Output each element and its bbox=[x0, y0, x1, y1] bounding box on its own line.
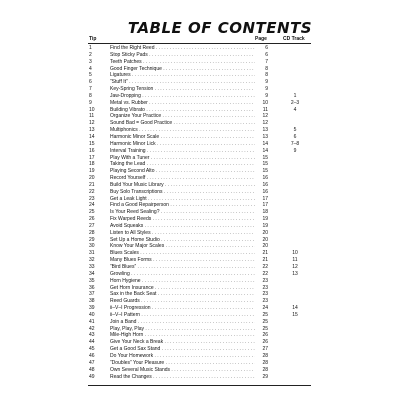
tip-title: Buy Solo Transcriptions . . . bbox=[110, 189, 267, 196]
tip-number: 32 bbox=[89, 257, 95, 264]
toc-row bbox=[0, 127, 400, 134]
toc-row bbox=[0, 326, 400, 333]
page-number: 12 bbox=[255, 113, 268, 120]
tip-title: Blues Scales . . . bbox=[110, 250, 267, 257]
page-number: 14 bbox=[255, 148, 268, 155]
tip-title: Key-Spring Tension . . . bbox=[110, 86, 267, 93]
page-number: 8 bbox=[255, 72, 268, 79]
tip-number: 21 bbox=[89, 181, 95, 188]
tip-number: 18 bbox=[89, 161, 95, 168]
tip-number: 11 bbox=[89, 113, 95, 120]
tip-number: 14 bbox=[89, 133, 95, 140]
cd-track: 2–3 bbox=[290, 99, 300, 106]
page-number: 10 bbox=[255, 100, 268, 107]
tip-number: 15 bbox=[89, 140, 95, 147]
toc-row bbox=[0, 339, 400, 346]
tip-number: 8 bbox=[89, 92, 92, 99]
toc-row bbox=[0, 52, 400, 59]
tip-title: Teeth Patches . . . bbox=[110, 59, 267, 66]
page-column-header: Page bbox=[255, 36, 267, 42]
cd-track: 1 bbox=[293, 92, 297, 99]
toc-row bbox=[0, 305, 400, 312]
tip-title: Join a Band . . . bbox=[110, 319, 267, 326]
tip-title: Reed Guards . . . bbox=[110, 298, 267, 305]
page-number: 23 bbox=[255, 298, 268, 305]
tip-title: Avoid Squeaks . . . bbox=[110, 223, 267, 230]
tip-title: Jaw-Dropping . . . bbox=[110, 93, 267, 100]
tip-title: Metal vs. Rubber . . . bbox=[110, 100, 267, 107]
tip-number: 42 bbox=[89, 325, 95, 332]
page-number: 25 bbox=[255, 319, 268, 326]
tip-title: Multiphonics . . . bbox=[110, 127, 267, 134]
tip-title: Give Your Neck a Break . . . bbox=[110, 339, 267, 346]
tip-title: Own Several Music Stands . . . bbox=[110, 367, 267, 374]
page-number: 13 bbox=[255, 127, 268, 134]
tip-title: Listen to All Styles . . . bbox=[110, 230, 267, 237]
tip-number: 6 bbox=[89, 79, 92, 86]
page-number: 11 bbox=[255, 107, 268, 114]
toc-row bbox=[0, 196, 400, 203]
cd-track-column-header: CD Track bbox=[283, 36, 305, 42]
page-number: 23 bbox=[255, 291, 268, 298]
page-number: 28 bbox=[255, 360, 268, 367]
tip-number: 23 bbox=[89, 195, 95, 202]
toc-row bbox=[0, 59, 400, 66]
page-number: 20 bbox=[255, 237, 268, 244]
toc-row bbox=[0, 155, 400, 162]
toc-row bbox=[0, 209, 400, 216]
toc-row bbox=[0, 367, 400, 374]
page-number: 16 bbox=[255, 182, 268, 189]
tip-title: Many Blues Forms . . . bbox=[110, 257, 267, 264]
toc-row bbox=[0, 161, 400, 168]
toc-row bbox=[0, 45, 400, 52]
toc-row bbox=[0, 66, 400, 73]
tip-title: Get a Leak Light . . . bbox=[110, 196, 267, 203]
tip-number: 46 bbox=[89, 352, 95, 359]
page-number: 16 bbox=[255, 189, 268, 196]
toc-row bbox=[0, 332, 400, 339]
page-number: 20 bbox=[255, 243, 268, 250]
page-number: 6 bbox=[255, 45, 268, 52]
page-number: 9 bbox=[255, 79, 268, 86]
tip-number: 28 bbox=[89, 229, 95, 236]
page-number: 9 bbox=[255, 93, 268, 100]
toc-row bbox=[0, 79, 400, 86]
tip-number: 20 bbox=[89, 175, 95, 182]
toc-row bbox=[0, 237, 400, 244]
tip-title: Building Vibrato . . . bbox=[110, 107, 267, 114]
tip-number: 9 bbox=[89, 99, 92, 106]
page-number: 20 bbox=[255, 230, 268, 237]
toc-row bbox=[0, 264, 400, 271]
page-number: 19 bbox=[255, 223, 268, 230]
page-number: 8 bbox=[255, 66, 268, 73]
cd-track: 14 bbox=[292, 305, 298, 312]
toc-row bbox=[0, 120, 400, 127]
page-number: 27 bbox=[255, 346, 268, 353]
tip-title: Harmonic Minor Lick . . . bbox=[110, 141, 267, 148]
toc-row bbox=[0, 113, 400, 120]
tip-number: 19 bbox=[89, 168, 95, 175]
tip-number: 39 bbox=[89, 305, 95, 312]
tip-title: Know Your Major Scales . . . bbox=[110, 243, 267, 250]
toc-row bbox=[0, 312, 400, 319]
footer-divider bbox=[88, 385, 311, 386]
tip-title: Good Finger Technique . . . bbox=[110, 66, 267, 73]
tip-title: Horn Hygiene . . . bbox=[110, 278, 267, 285]
tip-number: 5 bbox=[89, 72, 92, 79]
tip-number: 27 bbox=[89, 222, 95, 229]
tip-number: 31 bbox=[89, 250, 95, 257]
cd-track: 12 bbox=[292, 264, 298, 270]
toc-row bbox=[0, 100, 400, 107]
tip-number: 38 bbox=[89, 298, 95, 305]
cd-track: 9 bbox=[293, 147, 297, 154]
toc-row bbox=[0, 230, 400, 237]
tip-number: 1 bbox=[89, 45, 92, 51]
tip-number: 36 bbox=[89, 284, 95, 291]
tip-title: Stop Sticky Pads . . . bbox=[110, 52, 267, 59]
tip-title: ii–V–I Pattern . . . bbox=[110, 312, 267, 319]
tip-title: Organize Your Practice . . . bbox=[110, 113, 267, 120]
page-number: 24 bbox=[255, 305, 268, 312]
page-number: 25 bbox=[255, 312, 268, 319]
toc-row bbox=[0, 72, 400, 79]
tip-number: 25 bbox=[89, 209, 95, 216]
toc-row bbox=[0, 141, 400, 148]
tip-column-header: Tip bbox=[89, 36, 97, 42]
cd-track: 7–8 bbox=[290, 140, 300, 147]
tip-number: 13 bbox=[89, 127, 95, 134]
page-number: 12 bbox=[255, 120, 268, 127]
tip-number: 41 bbox=[89, 318, 95, 325]
cd-track: 10 bbox=[292, 250, 298, 257]
header-divider bbox=[88, 43, 311, 44]
toc-row bbox=[0, 202, 400, 209]
toc-row bbox=[0, 298, 400, 305]
toc-row bbox=[0, 189, 400, 196]
tip-title: Find the Right Reed . . . bbox=[110, 45, 267, 52]
tip-title: Play With a Tuner . . . bbox=[110, 155, 267, 162]
page-number: 29 bbox=[255, 374, 268, 381]
tip-title: Playing Second Alto . . . bbox=[110, 168, 267, 175]
tip-title: Play, Play, Play . . . bbox=[110, 326, 267, 333]
page-number: 17 bbox=[255, 202, 268, 209]
toc-row bbox=[0, 148, 400, 155]
page-number: 6 bbox=[255, 52, 268, 59]
tip-number: 2 bbox=[89, 51, 92, 58]
tip-title: “Bird Blues” . . . bbox=[110, 264, 267, 271]
tip-number: 30 bbox=[89, 243, 95, 250]
page-number: 17 bbox=[255, 196, 268, 203]
toc-row bbox=[0, 243, 400, 250]
toc-row bbox=[0, 353, 400, 360]
toc-row bbox=[0, 107, 400, 114]
page-number: 15 bbox=[255, 155, 268, 162]
toc-row bbox=[0, 374, 400, 381]
page-number: 15 bbox=[255, 168, 268, 175]
toc-row bbox=[0, 175, 400, 182]
tip-title: Harmonic Minor Scale . . . bbox=[110, 134, 267, 141]
tip-number: 49 bbox=[89, 373, 95, 380]
cd-track: 15 bbox=[292, 311, 298, 318]
page-number: 28 bbox=[255, 353, 268, 360]
page-number: 16 bbox=[255, 175, 268, 182]
tip-title: Get a Good Sax Stand . . . bbox=[110, 346, 267, 353]
tip-number: 47 bbox=[89, 359, 95, 366]
page-number: 22 bbox=[255, 264, 268, 271]
tip-title: Fix Warped Reeds . . . bbox=[110, 216, 267, 223]
tip-number: 4 bbox=[89, 65, 92, 72]
page-number: 23 bbox=[255, 278, 268, 285]
toc-row bbox=[0, 291, 400, 298]
tip-title: Do Your Homework . . . bbox=[110, 353, 267, 360]
tip-number: 24 bbox=[89, 202, 95, 209]
tip-title: Get Horn Insurance . . . bbox=[110, 285, 267, 292]
tip-number: 10 bbox=[89, 106, 95, 113]
page-number: 22 bbox=[255, 271, 268, 278]
tip-number: 43 bbox=[89, 332, 95, 339]
toc-row bbox=[0, 168, 400, 175]
tip-number: 35 bbox=[89, 277, 95, 284]
tip-title: Set Up a Home Studio . . . bbox=[110, 237, 267, 244]
tip-number: 7 bbox=[89, 86, 92, 93]
toc-row bbox=[0, 360, 400, 367]
toc-row bbox=[0, 134, 400, 141]
tip-number: 29 bbox=[89, 236, 95, 243]
tip-title: Ligatures . . . bbox=[110, 72, 267, 79]
tip-number: 16 bbox=[89, 147, 95, 154]
cd-track: 4 bbox=[293, 106, 297, 113]
cd-track: 5 bbox=[293, 127, 297, 134]
tip-title: Mile-High Horn . . . bbox=[110, 332, 267, 339]
toc-row bbox=[0, 278, 400, 285]
tip-number: 22 bbox=[89, 188, 95, 195]
toc-row bbox=[0, 182, 400, 189]
tip-number: 26 bbox=[89, 216, 95, 223]
tip-title: Is Your Reed Sealing? . . . bbox=[110, 209, 267, 216]
page-number: 18 bbox=[255, 209, 268, 216]
tip-number: 33 bbox=[89, 264, 95, 270]
tip-number: 40 bbox=[89, 311, 95, 318]
toc-row bbox=[0, 93, 400, 100]
toc-row bbox=[0, 271, 400, 278]
page-number: 26 bbox=[255, 332, 268, 339]
page-number: 9 bbox=[255, 86, 268, 93]
tip-title: Interval Training . . . bbox=[110, 148, 267, 155]
tip-title: Build Your Music Library . . . bbox=[110, 182, 267, 189]
tip-title: “Stuff It” . . . bbox=[110, 79, 267, 86]
tip-number: 3 bbox=[89, 58, 92, 65]
toc-row bbox=[0, 257, 400, 264]
tip-title: Sound Bad = Good Practice . . . bbox=[110, 120, 267, 127]
toc-list bbox=[0, 45, 400, 380]
tip-number: 45 bbox=[89, 346, 95, 353]
tip-title: “Doubles” Your Pleasure . . . bbox=[110, 360, 267, 367]
tip-number: 12 bbox=[89, 120, 95, 127]
tip-title: Growling . . . bbox=[110, 271, 267, 278]
tip-title: Taking the Lead . . . bbox=[110, 161, 267, 168]
page-number: 25 bbox=[255, 326, 268, 333]
cd-track: 11 bbox=[292, 257, 298, 264]
page-number: 21 bbox=[255, 257, 268, 264]
toc-row bbox=[0, 319, 400, 326]
tip-number: 34 bbox=[89, 270, 95, 277]
tip-title: Find a Good Repairperson . . . bbox=[110, 202, 267, 209]
tip-title: ii–V–I Progression . . . bbox=[110, 305, 267, 312]
toc-row bbox=[0, 216, 400, 223]
toc-row bbox=[0, 346, 400, 353]
page-number: 28 bbox=[255, 367, 268, 374]
page-number: 26 bbox=[255, 339, 268, 346]
page-number: 21 bbox=[255, 250, 268, 257]
toc-row bbox=[0, 223, 400, 230]
cd-track: 13 bbox=[292, 270, 298, 277]
cd-track: 6 bbox=[293, 133, 297, 140]
page-number: 15 bbox=[255, 161, 268, 168]
tip-number: 17 bbox=[89, 154, 95, 161]
page-number: 23 bbox=[255, 285, 268, 292]
tip-title: Sax in the Back Seat . . . bbox=[110, 291, 267, 298]
toc-row bbox=[0, 250, 400, 257]
page-number: 13 bbox=[255, 134, 268, 141]
tip-number: 44 bbox=[89, 339, 95, 346]
tip-number: 37 bbox=[89, 291, 95, 298]
tip-title: Record Yourself . . . bbox=[110, 175, 267, 182]
page-number: 7 bbox=[255, 59, 268, 66]
page-number: 19 bbox=[255, 216, 268, 223]
toc-row bbox=[0, 86, 400, 93]
page-title: TABLE OF CONTENTS bbox=[127, 19, 313, 37]
tip-number: 48 bbox=[89, 366, 95, 373]
page-number: 14 bbox=[255, 141, 268, 148]
toc-row bbox=[0, 285, 400, 292]
tip-title: Read the Changes . . . bbox=[110, 374, 267, 381]
